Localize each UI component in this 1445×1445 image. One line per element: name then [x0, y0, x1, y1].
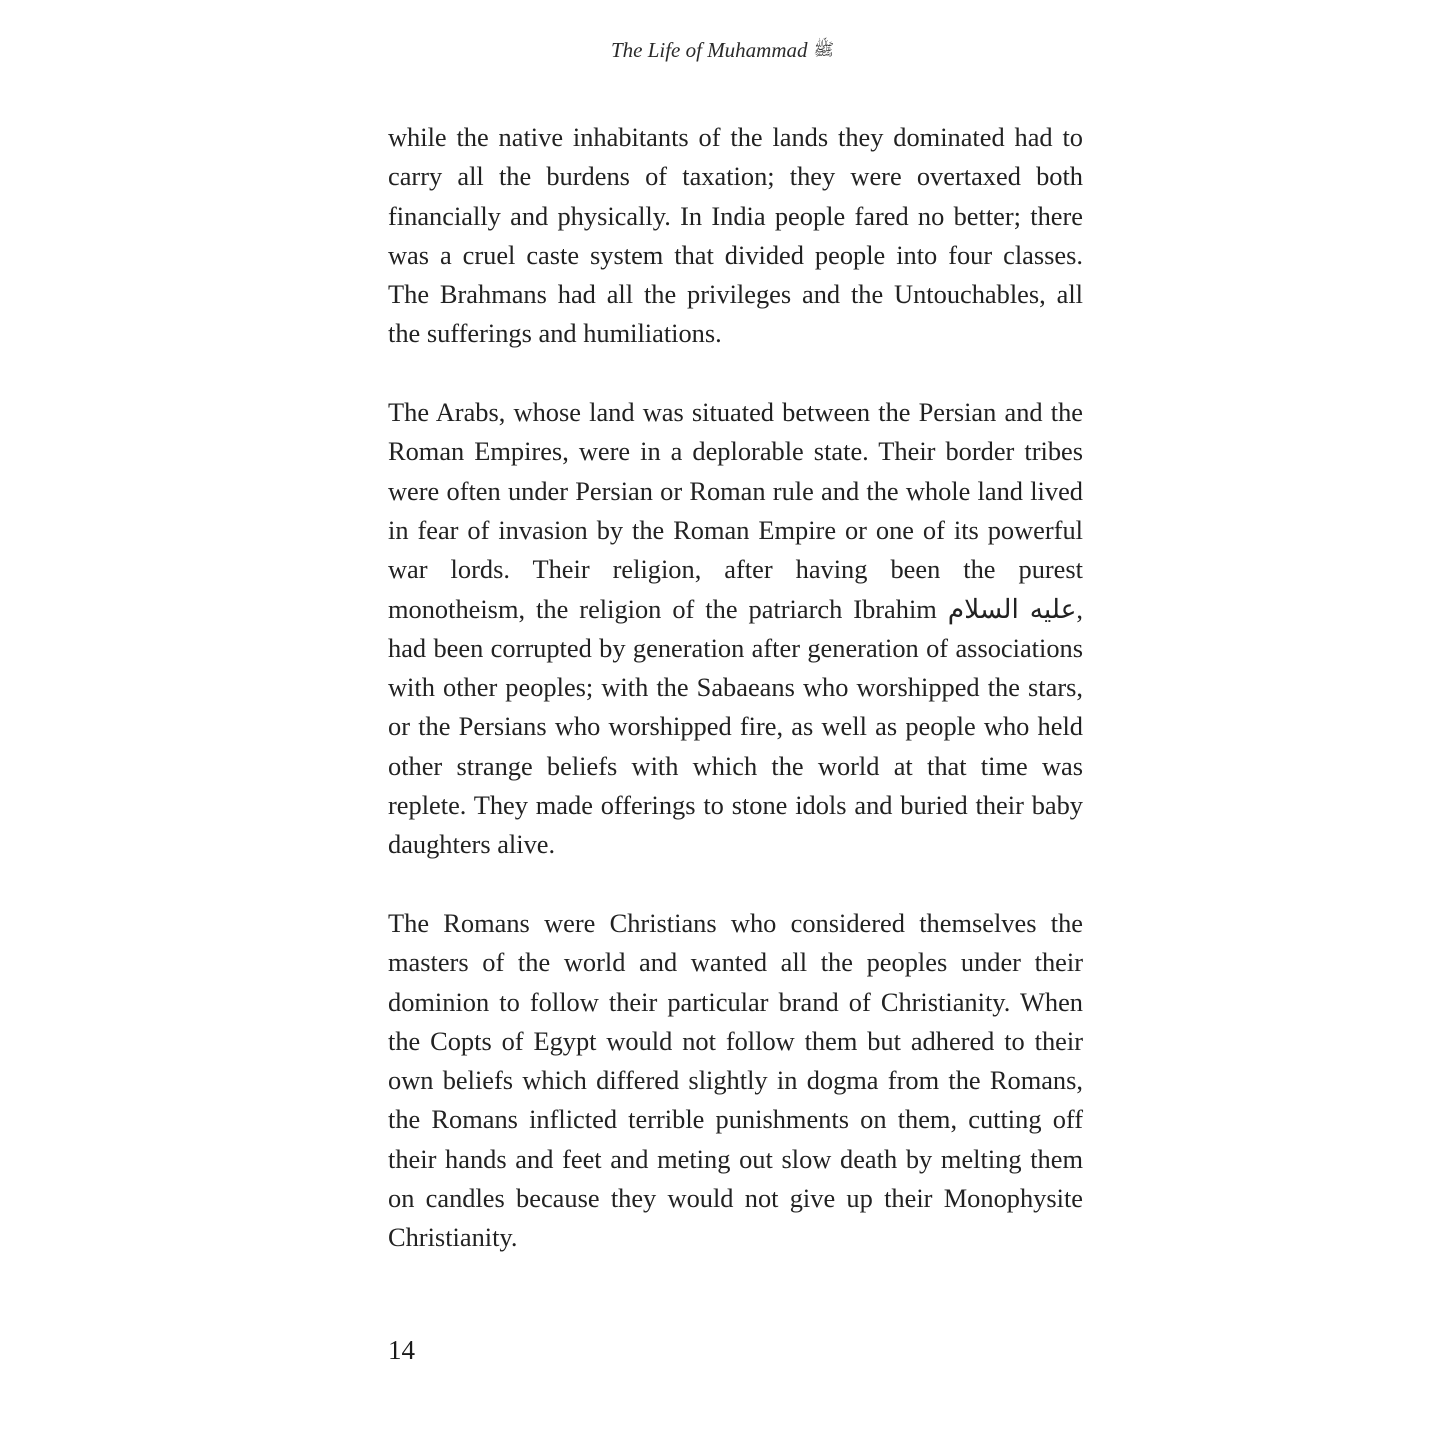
book-title: The Life of Muhammad: [610, 38, 808, 62]
body-text: [388, 118, 1083, 1258]
paragraph-1: while the native inhabitants of the lands they dominated had to carry all the burdens of taxation; they were overtaxed both financially and physically. In India people fared no better; there was a cruel caste system that divided people into four classes. The Brahmans had all the privileges and the Untouchables, all the sufferings and humiliations.: [388, 122, 1083, 349]
page-number: 14: [388, 1335, 415, 1365]
paragraph-3: The Romans were Christians who considered themselves the masters of the world and wanted all the peoples under their dominion to follow their particular brand of Christianity. When the Copts of Egypt would not follow them but adhered to their own beliefs which differed slightly in dogma from the Romans, the Romans inflicted terrible punishments on them, cutting off their hands and feet and meting out slow death by melting them on candles because they would not give up their Monophysite Christianity.: [388, 907, 1083, 1253]
paragraph-2: The Arabs, whose land was situated between the Persian and the Roman Empires, were in a deplorable state. Their border tribes were often under Persian or Roman rule and the whole land lived in fear of invasion by the Roman Empire or one of its powerful war lords. Their religion, after having been the purest monotheism, the religion of the patriarch Ibrahim عليه السلام, had been corrupted by generation after generation of associations with other peoples; with the Sabaeans who worshipped the stars, or the Persians who worshipped fire, as well as people who held other strange beliefs with which the world at that time was replete. They made offerings to stone idols and buried their baby daughters alive.: [388, 397, 1083, 860]
honorific-calligraphy-icon: ﷺ: [813, 40, 835, 59]
running-header: [0, 38, 1445, 64]
